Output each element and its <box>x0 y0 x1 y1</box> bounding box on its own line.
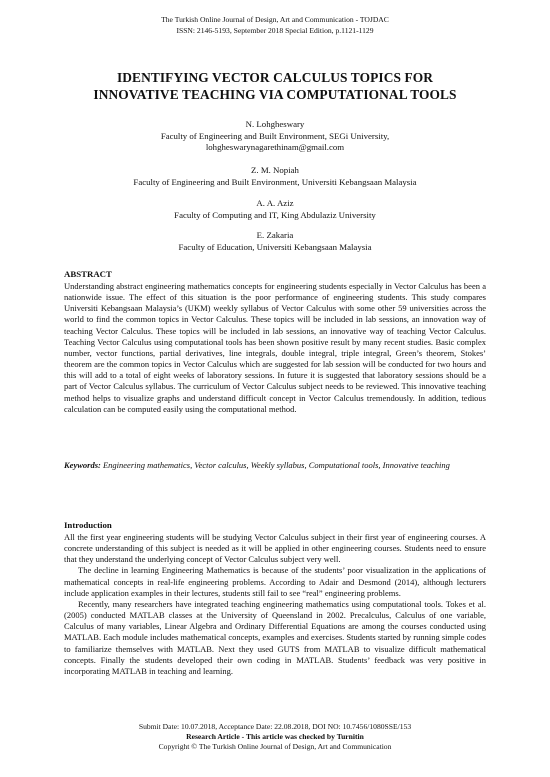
author-block-3 <box>40 198 510 221</box>
author-name: N. Lohgheswary <box>245 119 305 129</box>
author-name: A. A. Aziz <box>256 198 294 208</box>
abstract-text: Understanding abstract engineering mathematics concepts for engineering students especially in Vector Calculus has been a nationwide issue. The effect of this situation is the poor performance of engineering students. This study compares Universiti Kebangsaan Malaysia’s (UKM) weekly syllabus of Vector Calculus with some other 59 universities across the world to find the common topics in Vector Calculus. These topics will be included in lab sessions, an innovation way of teaching Vector Calculus. These topics will be included in lab sessions, an innovative way of teaching Vector Calculus. Teaching Vector Calculus using computational tools has been shown positive result by many recent studies. Basic complex number, vector functions, partial derivatives, line integrals, double integral, triple integral, Green’s theorem, Stokes’ theorem are the common topics in Vector Calculus which are suggested for lab session will be conducted for two hours and this will add to a total of eight weeks of laboratory sessions. In future it is suggested that laboratory sessions should be a part of Vector Calculus syllabus. The curriculum of Vector Calculus subject needs to be reviewed. This innovative teaching method helps to visualize graphs and understand difficult concept in Vector Calculus tremendously. In addition, tedious calculation can be computed easily using the computational method. <box>64 281 486 414</box>
keywords <box>64 460 486 471</box>
submission-dates: Submit Date: 10.07.2018, Acceptance Date: 22.08.2018, DOI NO: 10.7456/1080SSE/153 <box>138 722 412 731</box>
author-name: E. Zakaria <box>256 230 294 240</box>
introduction-paragraph: Recently, many researchers have integrated teaching engineering mathematics using computational tools. Tokes et al. (2005) conducted MATLAB classes at the University of Queensland in 2002. Precalculus, Calculus of one variable, Calculus of many variables, Linear Algebra and Ordinary Differential Equations are among the courses conducted using MATLAB. Each module includes mathematical concepts, examples and exercises. Students started by running simple codes to familiarize themselves with MATLAB. Next they used GUTS from MATLAB to visualize difficult mathematical concepts. Finally the students developed their own coding in MATLAB. Students’ feedback was very positive in incorporating MATLAB in teaching and learning. <box>64 598 486 676</box>
paper-title-line-1: IDENTIFYING VECTOR CALCULUS TOPICS FOR <box>116 70 434 85</box>
paper-title-line-2: INNOVATIVE TEACHING VIA COMPUTATIONAL TOOLS <box>93 86 457 102</box>
journal-name: The Turkish Online Journal of Design, Art and Communication - TOJDAC <box>161 15 389 24</box>
journal-issn: ISSN: 2146-5193, September 2018 Special Edition, p.1121-1129 <box>176 25 374 35</box>
author-block-1 <box>40 119 510 154</box>
page-footer <box>0 722 550 753</box>
author-affiliation: Faculty of Computing and IT, King Abdulaziz University <box>174 209 376 220</box>
turnitin-note: - This article was checked by Turnitin <box>239 732 364 742</box>
author-affiliation: Faculty of Engineering and Built Environment, Universiti Kebangsaan Malaysia <box>133 176 417 187</box>
introduction-paragraph: All the first year engineering students will be studying Vector Calculus subject in their first year of engineering courses. A concrete understanding of this subject is needed as it will be applied in other engineering courses. Students need to ensure that they understand the underlying concept of Vector Calculus subject very well. <box>64 532 486 565</box>
keywords-label: Keywords: <box>64 460 101 470</box>
keywords-text: Engineering mathematics, Vector calculus, Weekly syllabus, Computational tools, Innovative teaching <box>102 460 450 470</box>
research-article-label: Research Article <box>186 732 240 742</box>
introduction-paragraph: The decline in learning Engineering Mathematics is because of the students’ poor visualization in the applications of mathematical concepts in real-life engineering problems. According to Adair and Desmond (2014), although lecturers include application examples in their lectures, students still fail to see “real” engineering problems. <box>64 565 486 598</box>
author-name: Z. M. Nopiah <box>251 165 299 175</box>
author-affiliation: Faculty of Engineering and Built Environment, SEGi University, <box>160 130 390 141</box>
author-block-4 <box>40 230 510 253</box>
copyright-notice: Copyright © The Turkish Online Journal of Design, Art and Communication <box>158 742 392 752</box>
introduction-heading: Introduction <box>64 520 112 530</box>
abstract-heading: ABSTRACT <box>64 269 112 279</box>
author-email: lohgheswarynagarethinam@gmail.com <box>205 142 345 152</box>
research-article-note <box>0 732 550 742</box>
paper-title <box>40 70 510 103</box>
author-affiliation: Faculty of Education, Universiti Kebangsaan Malaysia <box>178 241 372 252</box>
author-block-2 <box>40 165 510 188</box>
journal-header <box>0 15 550 36</box>
introduction-body <box>64 532 486 677</box>
